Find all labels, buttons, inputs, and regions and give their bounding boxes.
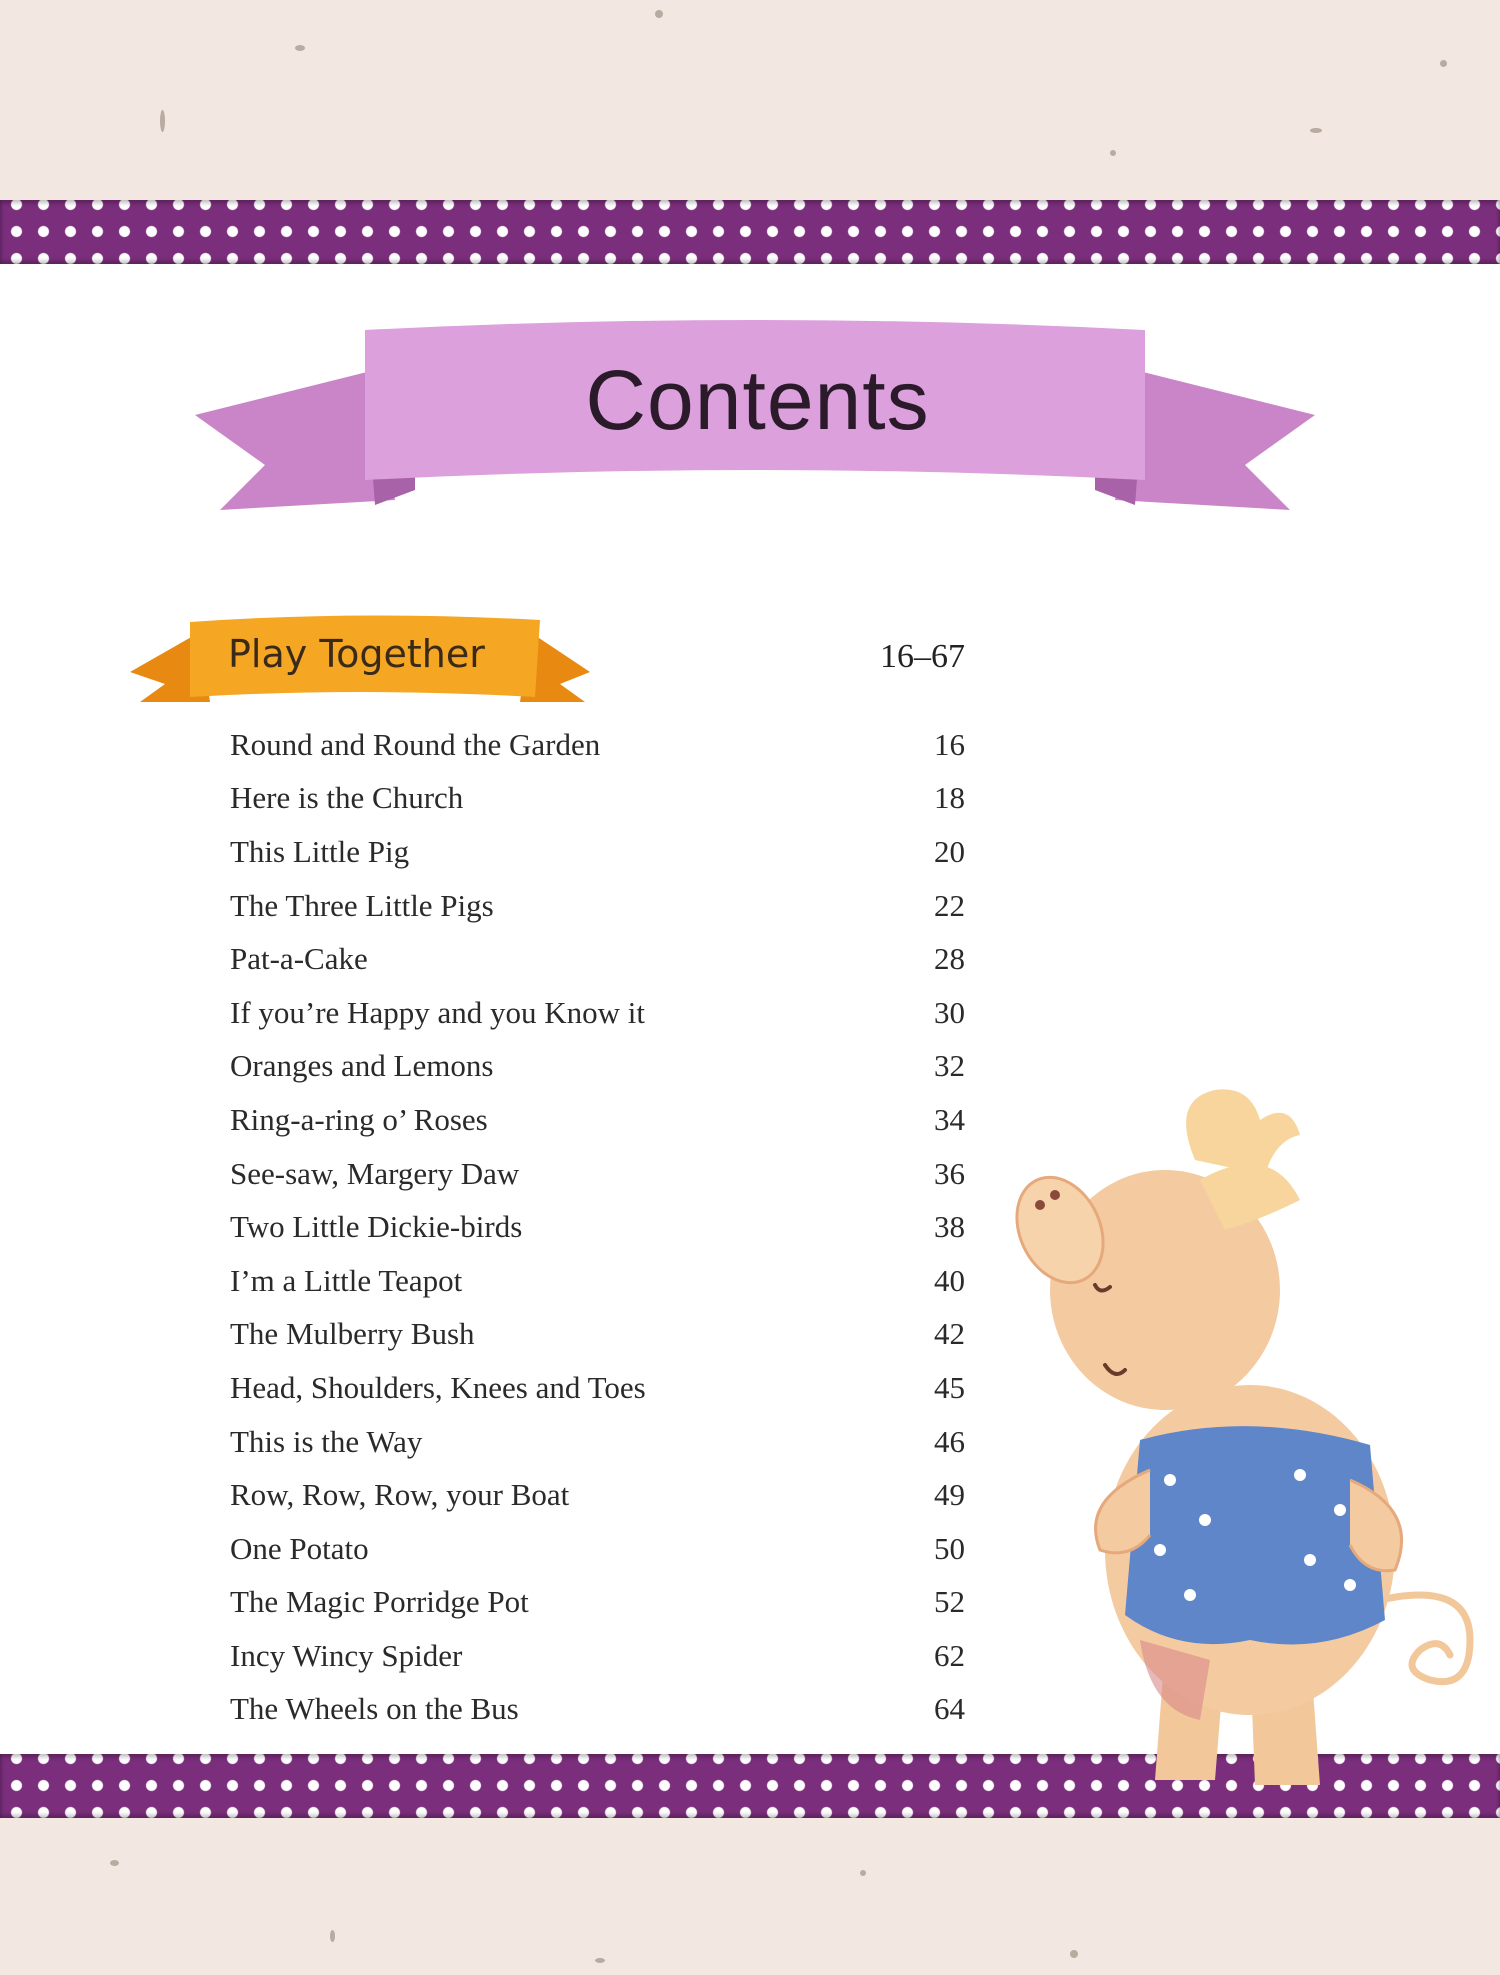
toc-entry[interactable]: [230, 879, 965, 933]
toc-entry[interactable]: [230, 1040, 965, 1094]
entry-title: The Wheels on the Bus: [230, 1691, 519, 1727]
paper-speck: [330, 1930, 335, 1942]
toc-entry[interactable]: [230, 718, 965, 772]
toc-entry[interactable]: [230, 1093, 965, 1147]
entry-page: 20: [934, 833, 965, 869]
entry-page: 52: [934, 1584, 965, 1620]
toc-entry[interactable]: [230, 1683, 965, 1737]
entry-page: 36: [934, 1155, 965, 1191]
paper-speck: [1070, 1950, 1078, 1958]
entry-page: 38: [934, 1209, 965, 1245]
paper-speck: [595, 1958, 605, 1963]
entry-page: 46: [934, 1423, 965, 1459]
section-title: Play Together: [228, 632, 485, 676]
toc-entry[interactable]: [230, 825, 965, 879]
entry-title: The Three Little Pigs: [230, 887, 494, 923]
entry-title: Head, Shoulders, Knees and Toes: [230, 1369, 646, 1405]
entry-title: Two Little Dickie-birds: [230, 1209, 523, 1245]
paper-speck: [860, 1870, 866, 1876]
entry-title: Row, Row, Row, your Boat: [230, 1477, 570, 1513]
entry-title: The Magic Porridge Pot: [230, 1584, 529, 1620]
paper-speck: [110, 1860, 119, 1866]
toc-entry[interactable]: [230, 772, 965, 826]
entry-page: 22: [934, 887, 965, 923]
entry-page: 18: [934, 780, 965, 816]
toc-entry[interactable]: [230, 1629, 965, 1683]
top-polka-dot-ribbon: [0, 200, 1500, 264]
section-page-range: 16–67: [880, 638, 965, 675]
entry-page: 16: [934, 726, 965, 762]
entry-page: 42: [934, 1316, 965, 1352]
entry-title: This is the Way: [230, 1423, 423, 1459]
toc-entry[interactable]: [230, 932, 965, 986]
entry-page: 28: [934, 941, 965, 977]
entry-title: Pat-a-Cake: [230, 941, 368, 977]
entry-page: 40: [934, 1262, 965, 1298]
entry-title: See-saw, Margery Daw: [230, 1155, 520, 1191]
entry-title: Here is the Church: [230, 780, 464, 816]
toc-entry[interactable]: [230, 1576, 965, 1630]
paper-speck: [295, 45, 305, 51]
entry-title: Incy Wincy Spider: [230, 1637, 463, 1673]
paper-speck: [655, 10, 663, 18]
entry-title: Oranges and Lemons: [230, 1048, 494, 1084]
toc-entry[interactable]: [230, 986, 965, 1040]
paper-speck: [1110, 150, 1116, 156]
entry-page: 50: [934, 1530, 965, 1566]
entry-title: The Mulberry Bush: [230, 1316, 475, 1352]
toc-entry[interactable]: [230, 1522, 965, 1576]
pig-in-blue-vest-illustration: [1000, 1080, 1500, 1800]
toc-entry[interactable]: [230, 1468, 965, 1522]
entry-page: 32: [934, 1048, 965, 1084]
paper-speck: [160, 110, 165, 132]
entry-title: This Little Pig: [230, 833, 410, 869]
toc-entry[interactable]: [230, 1147, 965, 1201]
entry-title: I’m a Little Teapot: [230, 1262, 463, 1298]
table-of-contents: [230, 718, 965, 1736]
entry-title: One Potato: [230, 1530, 369, 1566]
entry-page: 30: [934, 994, 965, 1030]
toc-entry[interactable]: [230, 1254, 965, 1308]
entry-page: 62: [934, 1637, 965, 1673]
entry-page: 34: [934, 1101, 965, 1137]
page-title: Contents: [585, 353, 930, 447]
entry-page: 45: [934, 1369, 965, 1405]
entry-title: If you’re Happy and you Know it: [230, 994, 645, 1030]
entry-page: 49: [934, 1477, 965, 1513]
paper-speck: [1310, 128, 1322, 133]
toc-entry[interactable]: [230, 1200, 965, 1254]
entry-title: Ring-a-ring o’ Roses: [230, 1101, 488, 1137]
toc-entry[interactable]: [230, 1308, 965, 1362]
toc-entry[interactable]: [230, 1361, 965, 1415]
entry-page: 64: [934, 1691, 965, 1727]
paper-speck: [1440, 60, 1447, 67]
entry-title: Round and Round the Garden: [230, 726, 601, 762]
toc-entry[interactable]: [230, 1415, 965, 1469]
